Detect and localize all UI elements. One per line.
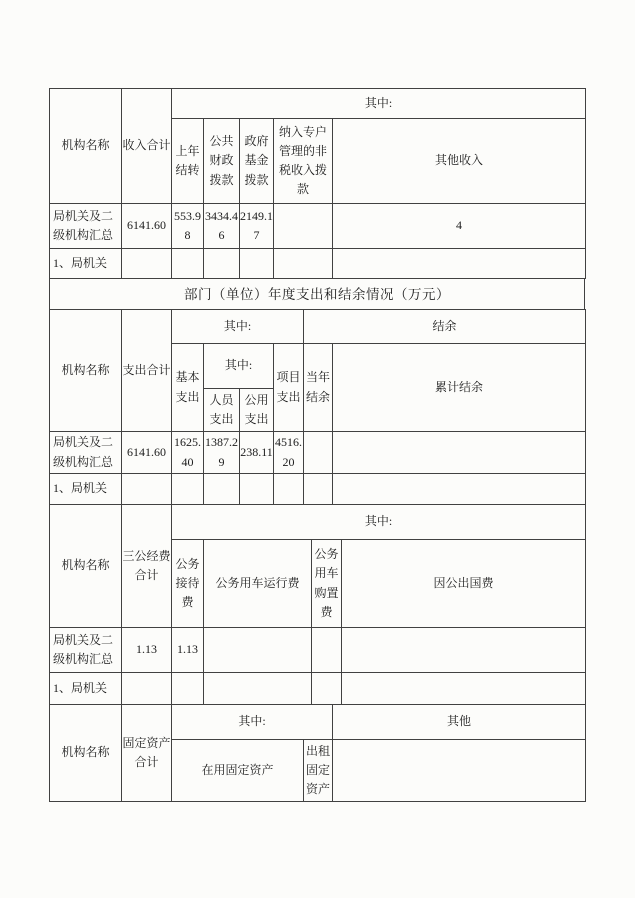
expense-row0-org: 局机关及二级机构汇总 xyxy=(50,432,122,474)
expense-header-cum-balance: 累计结余 xyxy=(333,344,586,432)
income-row1-public-finance xyxy=(204,249,240,279)
income-row1-total xyxy=(122,249,172,279)
table-row xyxy=(50,673,586,705)
expense-row0-personnel: 1387.29 xyxy=(204,432,240,474)
income-header-org: 机构名称 xyxy=(50,89,122,204)
table-row xyxy=(50,432,586,474)
three-public-among-label: 其中: xyxy=(172,505,586,540)
expense-header-project: 项目支出 xyxy=(274,344,304,432)
three-public-header-vehicle-run: 公务用车运行费 xyxy=(204,540,312,628)
expense-row1-year-balance xyxy=(304,474,333,505)
expense-row0-project: 4516.20 xyxy=(274,432,304,474)
expense-header-basic: 基本支出 xyxy=(172,344,204,432)
expense-row0-total: 6141.60 xyxy=(122,432,172,474)
expense-among2-label: 其中: xyxy=(204,344,274,389)
income-among-label: 其中: xyxy=(172,89,586,119)
expense-header-year-balance: 当年结余 xyxy=(304,344,333,432)
three-public-row1-vehicle-buy xyxy=(312,673,342,705)
three-public-header-abroad: 因公出国费 xyxy=(342,540,586,628)
table-row xyxy=(50,204,586,249)
three-public-row1-total xyxy=(122,673,172,705)
expense-row1-personnel xyxy=(204,474,240,505)
three-public-row1-reception xyxy=(172,673,204,705)
fixed-assets-other-empty-cell xyxy=(333,740,586,802)
three-public-row0-org: 局机关及二级机构汇总 xyxy=(50,628,122,673)
three-public-header-vehicle-buy: 公务用车购置费 xyxy=(312,540,342,628)
three-public-row1-vehicle-run xyxy=(204,673,312,705)
expense-among-label: 其中: xyxy=(172,310,304,344)
expense-table xyxy=(49,309,586,505)
income-header-total: 收入合计 xyxy=(122,89,172,204)
fixed-assets-header-org: 机构名称 xyxy=(50,705,122,802)
table-row xyxy=(50,249,586,279)
three-public-row0-total: 1.13 xyxy=(122,628,172,673)
expense-row0-public-use: 238.11 xyxy=(240,432,274,474)
expense-header-balance: 结余 xyxy=(304,310,586,344)
fixed-assets-header-total: 固定资产合计 xyxy=(122,705,172,802)
three-public-row1-abroad xyxy=(342,673,586,705)
section2-title: 部门（单位）年度支出和结余情况（万元） xyxy=(49,278,585,310)
three-public-table xyxy=(49,504,586,705)
expense-row1-project xyxy=(274,474,304,505)
income-header-nontax: 纳入专户管理的非税收入拨款 xyxy=(274,119,333,204)
three-public-row0-vehicle-run xyxy=(204,628,312,673)
fixed-assets-header-rented: 出租固定资产 xyxy=(304,740,333,802)
income-header-other: 其他收入 xyxy=(333,119,586,204)
fixed-assets-table xyxy=(49,704,586,802)
income-row0-total: 6141.60 xyxy=(122,204,172,249)
income-header-gov-fund: 政府基金拨款 xyxy=(240,119,274,204)
expense-header-public-use: 公用支出 xyxy=(240,389,274,432)
income-row0-carry: 553.98 xyxy=(172,204,204,249)
expense-header-org: 机构名称 xyxy=(50,310,122,432)
three-public-row0-vehicle-buy xyxy=(312,628,342,673)
income-table xyxy=(49,88,586,279)
three-public-row0-abroad xyxy=(342,628,586,673)
three-public-header-org: 机构名称 xyxy=(50,505,122,628)
income-row0-other: 4 xyxy=(333,204,586,249)
expense-row1-basic xyxy=(172,474,204,505)
fixed-assets-header-other: 其他 xyxy=(333,705,586,740)
expense-row1-public-use xyxy=(240,474,274,505)
income-row1-carry xyxy=(172,249,204,279)
expense-row1-org: 1、局机关 xyxy=(50,474,122,505)
income-row1-other xyxy=(333,249,586,279)
income-row1-org: 1、局机关 xyxy=(50,249,122,279)
expense-header-personnel: 人员支出 xyxy=(204,389,240,432)
income-header-public-finance: 公共财政拨款 xyxy=(204,119,240,204)
expense-header-total: 支出合计 xyxy=(122,310,172,432)
income-row0-nontax xyxy=(274,204,333,249)
three-public-header-total: 三公经费合计 xyxy=(122,505,172,628)
income-row1-nontax xyxy=(274,249,333,279)
expense-row0-year-balance xyxy=(304,432,333,474)
three-public-row1-org: 1、局机关 xyxy=(50,673,122,705)
table-row xyxy=(50,474,586,505)
three-public-row0-reception: 1.13 xyxy=(172,628,204,673)
expense-row1-cum-balance xyxy=(333,474,586,505)
fixed-assets-header-in-use: 在用固定资产 xyxy=(172,740,304,802)
table-row xyxy=(50,628,586,673)
three-public-header-reception: 公务接待费 xyxy=(172,540,204,628)
expense-row0-basic: 1625.40 xyxy=(172,432,204,474)
budget-tables xyxy=(49,88,585,802)
income-row0-gov-fund: 2149.17 xyxy=(240,204,274,249)
income-header-carry: 上年结转 xyxy=(172,119,204,204)
income-row0-public-finance: 3434.46 xyxy=(204,204,240,249)
income-row1-gov-fund xyxy=(240,249,274,279)
income-row0-org: 局机关及二级机构汇总 xyxy=(50,204,122,249)
fixed-assets-among-label: 其中: xyxy=(172,705,333,740)
expense-row1-total xyxy=(122,474,172,505)
expense-row0-cum-balance xyxy=(333,432,586,474)
